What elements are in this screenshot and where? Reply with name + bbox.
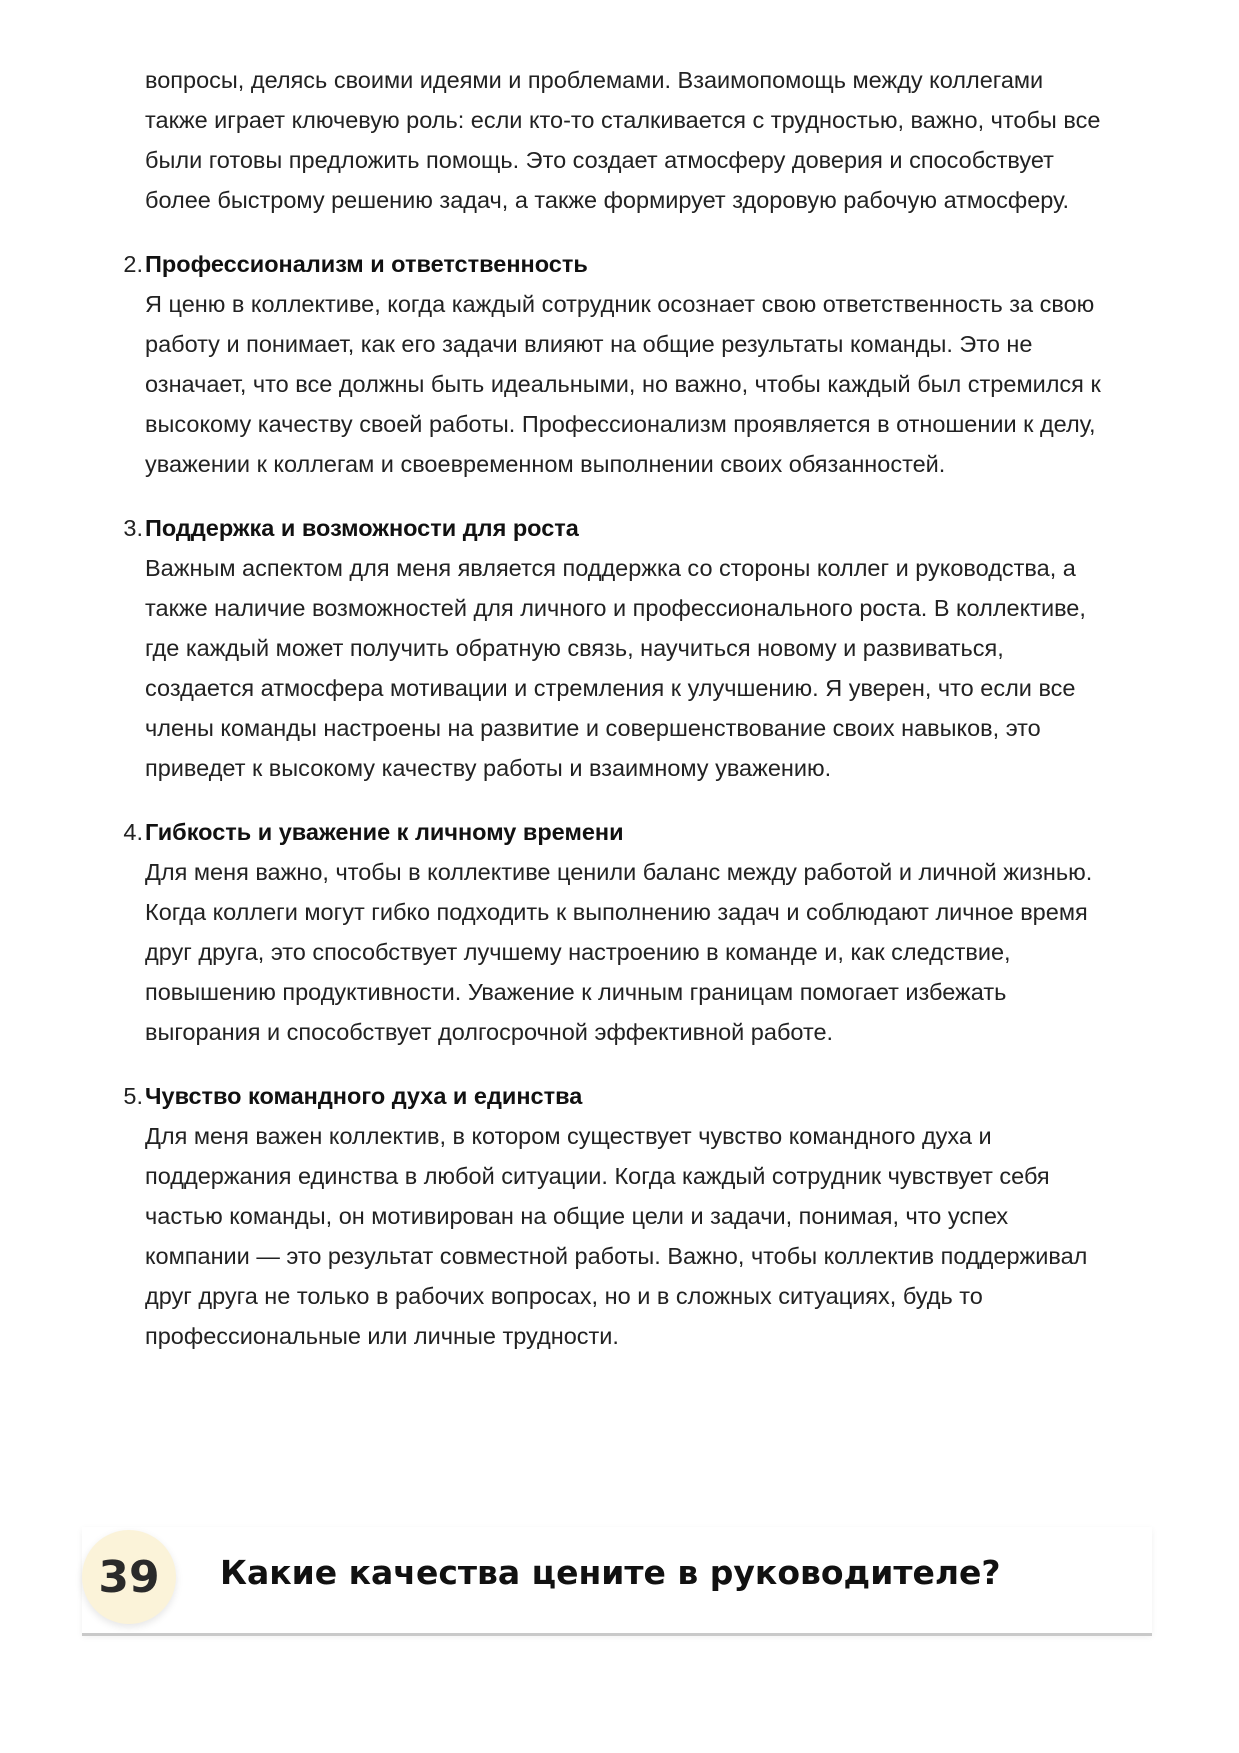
paragraph-line: Когда коллеги могут гибко подходить к выполнению задач и соблюдают личное время [145,899,1088,925]
paragraph-line: приведет к высокому качеству работы и взаимному уважению. [145,755,832,781]
list-item-title: Поддержка и возможности для роста [145,515,579,541]
paragraph-line: означает, что все должны быть идеальными, но важно, чтобы каждый был стремился к [145,371,1101,397]
paragraph-line: профессиональные или личные трудности. [145,1323,619,1349]
paragraph-line: также играет ключевую роль: если кто-то сталкивается с трудностью, важно, чтобы все [145,107,1101,133]
list-item [123,244,1155,484]
question-number-badge: 39 [82,1530,176,1624]
paragraph-line: выгорания и способствует долгосрочной эффективной работе. [145,1019,834,1045]
list-item [123,508,1155,788]
paragraph-line: более быстрому решению задач, а также формирует здоровую рабочую атмосферу. [145,187,1070,213]
paragraph-line: работу и понимает, как его задачи влияют на общие результаты команды. Это не [145,331,1033,357]
list-item-number: 2. [123,251,143,277]
paragraph-line: где каждый может получить обратную связь, научиться новому и развиваться, [145,635,1004,661]
list-item-title: Профессионализм и ответственность [145,251,588,277]
list-item-title: Чувство командного духа и единства [145,1083,583,1109]
paragraph-line: компании — это результат совместной работы. Важно, чтобы коллектив поддерживал [145,1243,1088,1269]
qualities-list [123,244,1155,1356]
paragraph-line: вопросы, делясь своими идеями и проблемами. Взаимопомощь между коллегами [145,67,1044,93]
paragraph-line: уважении к коллегам и своевременном выполнении своих обязанностей. [145,451,946,477]
list-item-text [145,1116,1155,1356]
list-item-text [145,284,1155,484]
list-item [123,1076,1155,1356]
list-item-title: Гибкость и уважение к личному времени [145,819,624,845]
list-item-text [145,548,1155,788]
paragraph-line: повышению продуктивности. Уважение к личным границам помогает избежать [145,979,1007,1005]
question-header [82,1527,1152,1635]
question-title: Какие качества цените в руководителе? [220,1553,1001,1592]
paragraph-line: друг друга не только в рабочих вопросах, но и в сложных ситуациях, будь то [145,1283,983,1309]
paragraph-line: Я ценю в коллективе, когда каждый сотрудник осознает свою ответственность за свою [145,291,1095,317]
paragraph-line: создается атмосфера мотивации и стремления к улучшению. Я уверен, что если все [145,675,1076,701]
answer-content [123,60,1155,1356]
paragraph-line: частью команды, он мотивирован на общие цели и задачи, понимая, что успех [145,1203,1009,1229]
list-item-number: 3. [123,515,143,541]
list-item-number: 4. [123,819,143,845]
list-item [123,812,1155,1052]
list-item-text [145,852,1155,1052]
section-divider [82,1633,1152,1636]
paragraph-line: друг друга, это способствует лучшему настроению в команде и, как следствие, [145,939,1011,965]
paragraph-line: Для меня важен коллектив, в котором существует чувство командного духа и [145,1123,992,1149]
continued-paragraph [145,60,1155,220]
paragraph-line: поддержания единства в любой ситуации. Когда каждый сотрудник чувствует себя [145,1163,1050,1189]
paragraph-line: высокому качеству своей работы. Профессионализм проявляется в отношении к делу, [145,411,1096,437]
paragraph-line: также наличие возможностей для личного и профессионального роста. В коллективе, [145,595,1086,621]
paragraph-line: Важным аспектом для меня является поддержка со стороны коллег и руководства, а [145,555,1076,581]
paragraph-line: члены команды настроены на развитие и совершенствование своих навыков, это [145,715,1041,741]
list-item-number: 5. [123,1083,143,1109]
paragraph-line: были готовы предложить помощь. Это создает атмосферу доверия и способствует [145,147,1054,173]
paragraph-line: Для меня важно, чтобы в коллективе ценили баланс между работой и личной жизнью. [145,859,1093,885]
